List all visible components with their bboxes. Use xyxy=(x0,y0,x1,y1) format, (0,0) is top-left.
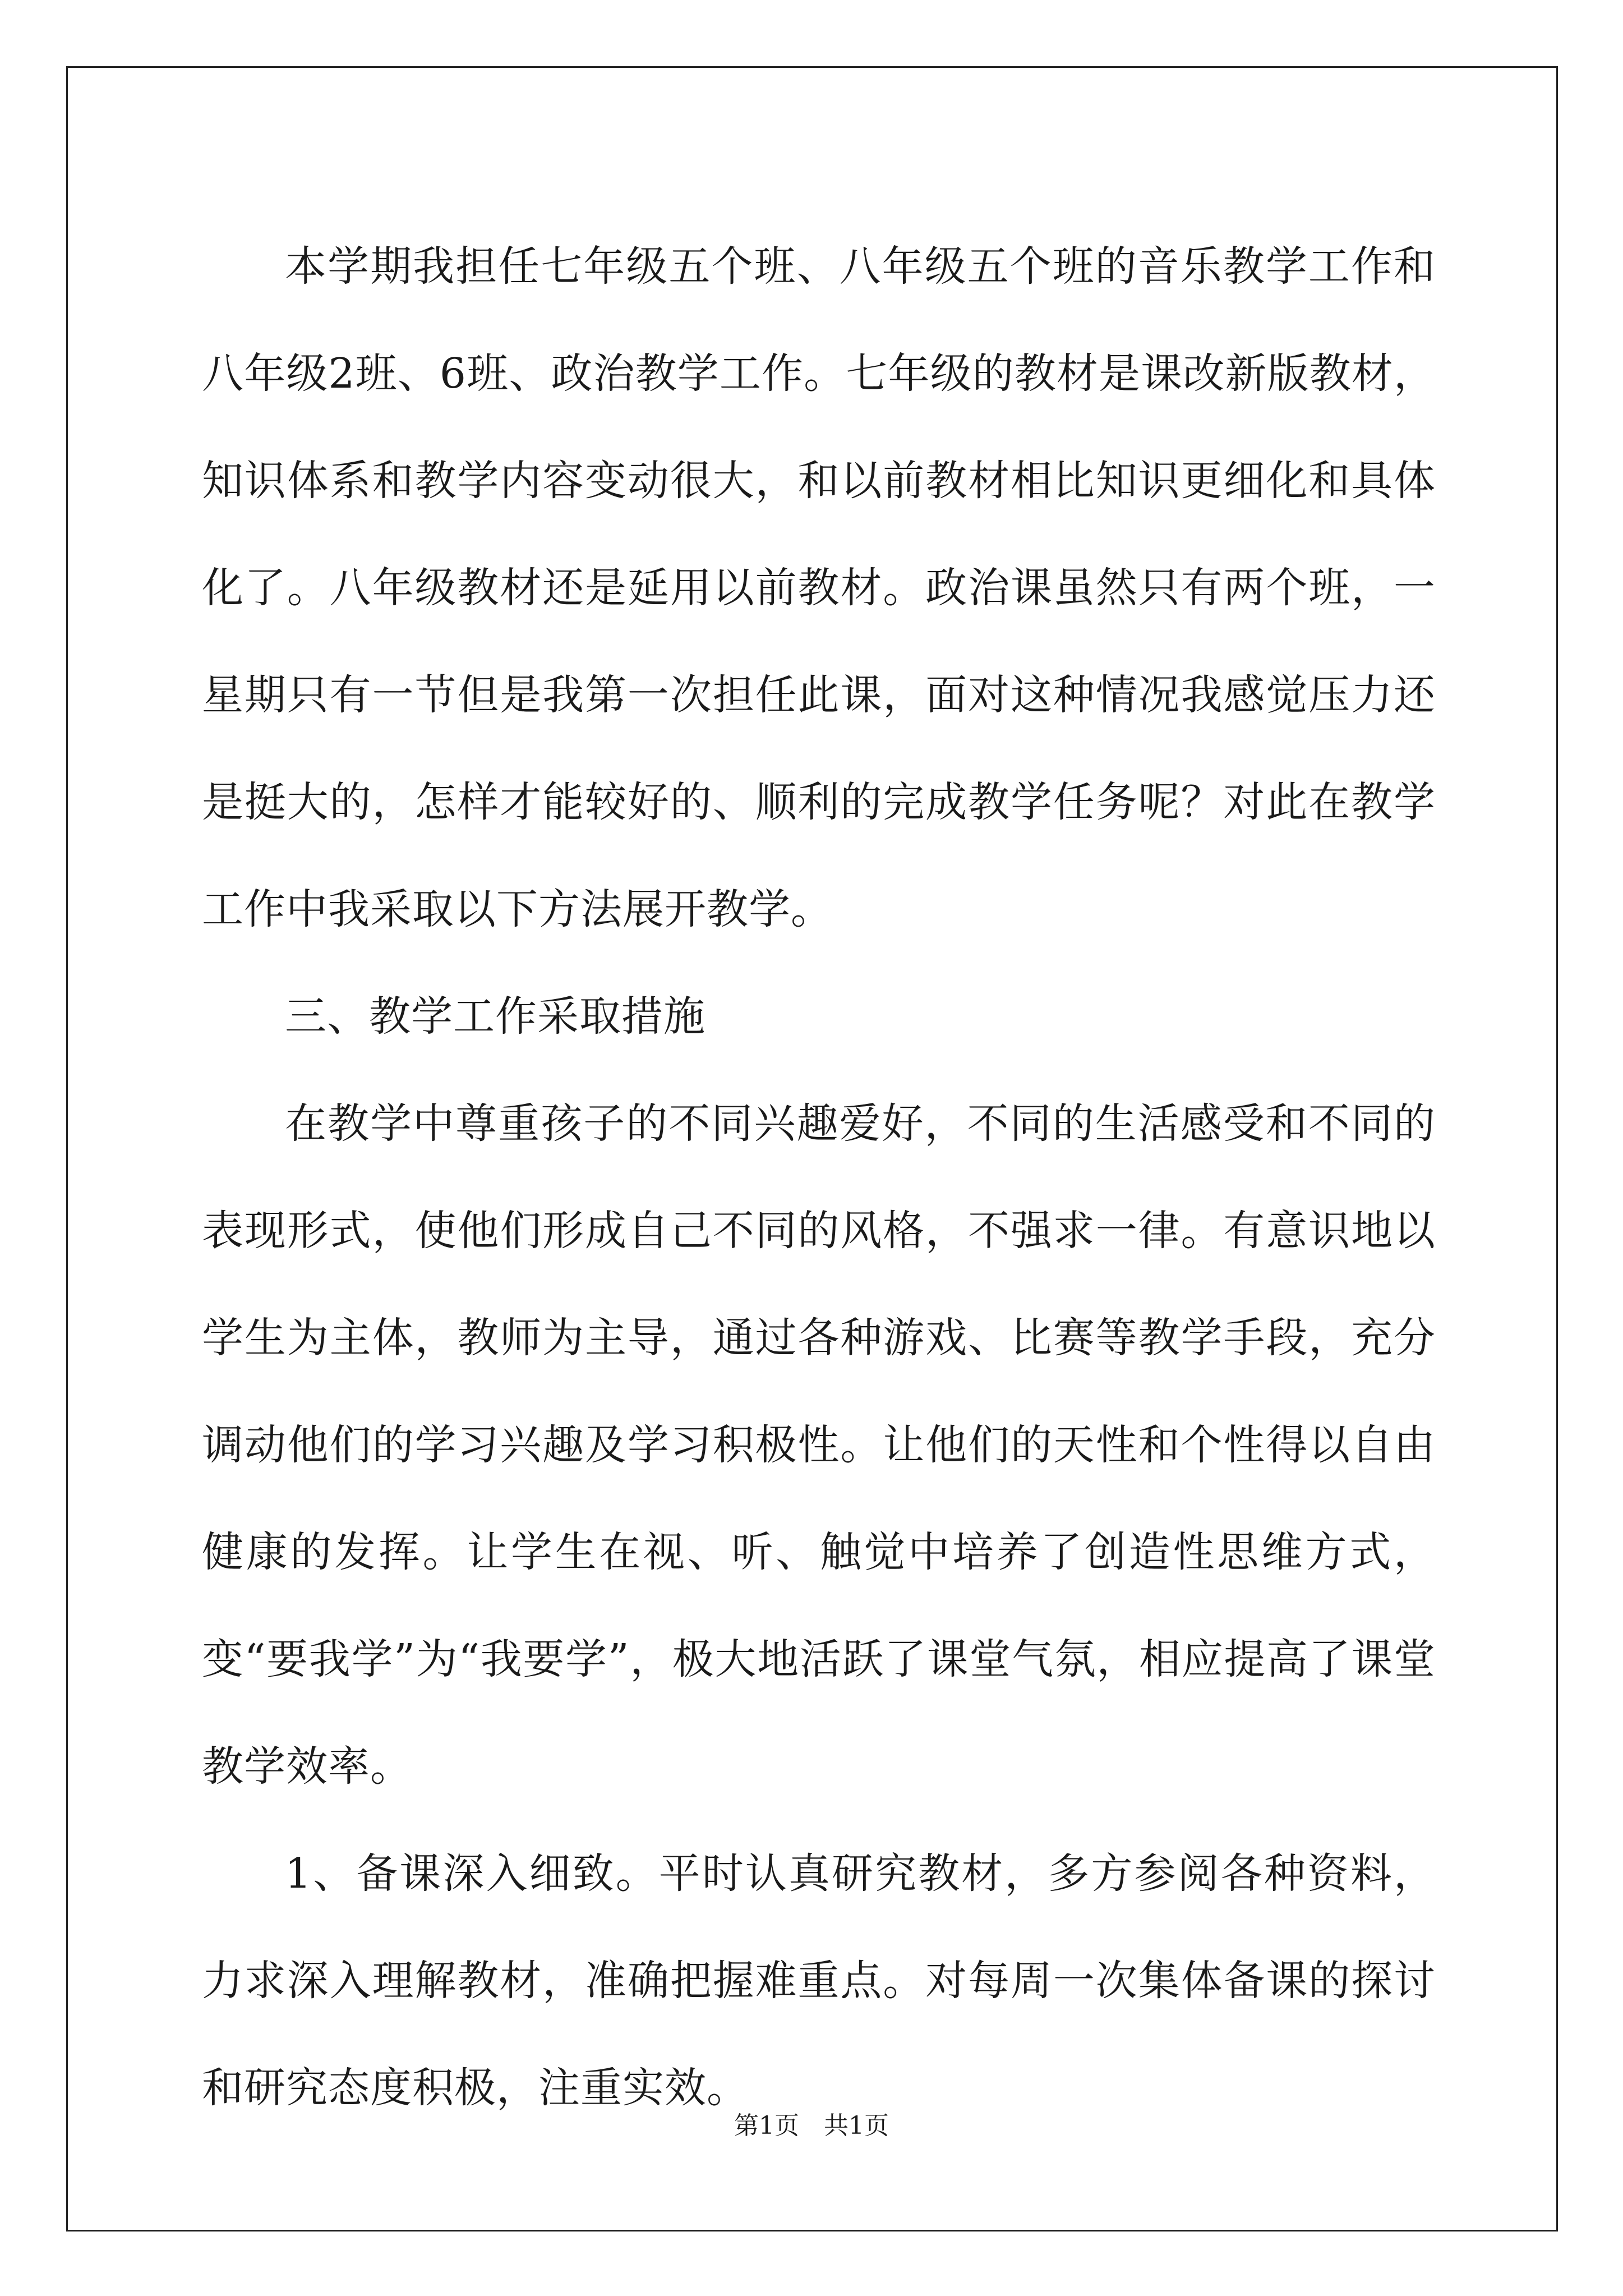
paragraph-lesson-prep: 1、备课深入细致。平时认真研究教材，多方参阅各种资料，力求深入理解教材，准确把握难重点。对每周一次集体备课的探讨和研究态度积极，注重实效。 xyxy=(202,1849,1436,2112)
section-heading: 三、教学工作采取措施 xyxy=(285,992,706,1041)
paragraph-intro: 本学期我担任七年级五个班、八年级五个班的音乐教学工作和八年级2班、6班、政治教学工作。七年级的教材是课改新版教材，知识体系和教学内容变动很大，和以前教材相比知识更细化和具体化了。八年级教材还是延用以前教材。政治课虽然只有两个班，一星期只有一节但是我第一次担任此课，面对这种情况我感觉压力还是挺大的，怎样才能较好的、顺利的完成教学任务呢？对此在教学工作中我采取以下方法展开教学。 xyxy=(202,242,1436,933)
document-body xyxy=(202,213,1436,2142)
paragraph-measures: 在教学中尊重孩子的不同兴趣爱好，不同的生活感受和不同的表现形式，使他们形成自己不同的风格，不强求一律。有意识地以学生为主体，教师为主导，通过各种游戏、比赛等教学手段，充分调动他们的学习兴趣及学习积极性。让他们的天性和个性得以自由健康的发挥。让学生在视、听、触觉中培养了创造性思维方式，变“要我学”为“我要学”，极大地活跃了课堂气氛，相应提高了课堂教学效率。 xyxy=(202,1099,1436,1791)
page-footer: 第1页 共1页 xyxy=(734,2111,889,2140)
